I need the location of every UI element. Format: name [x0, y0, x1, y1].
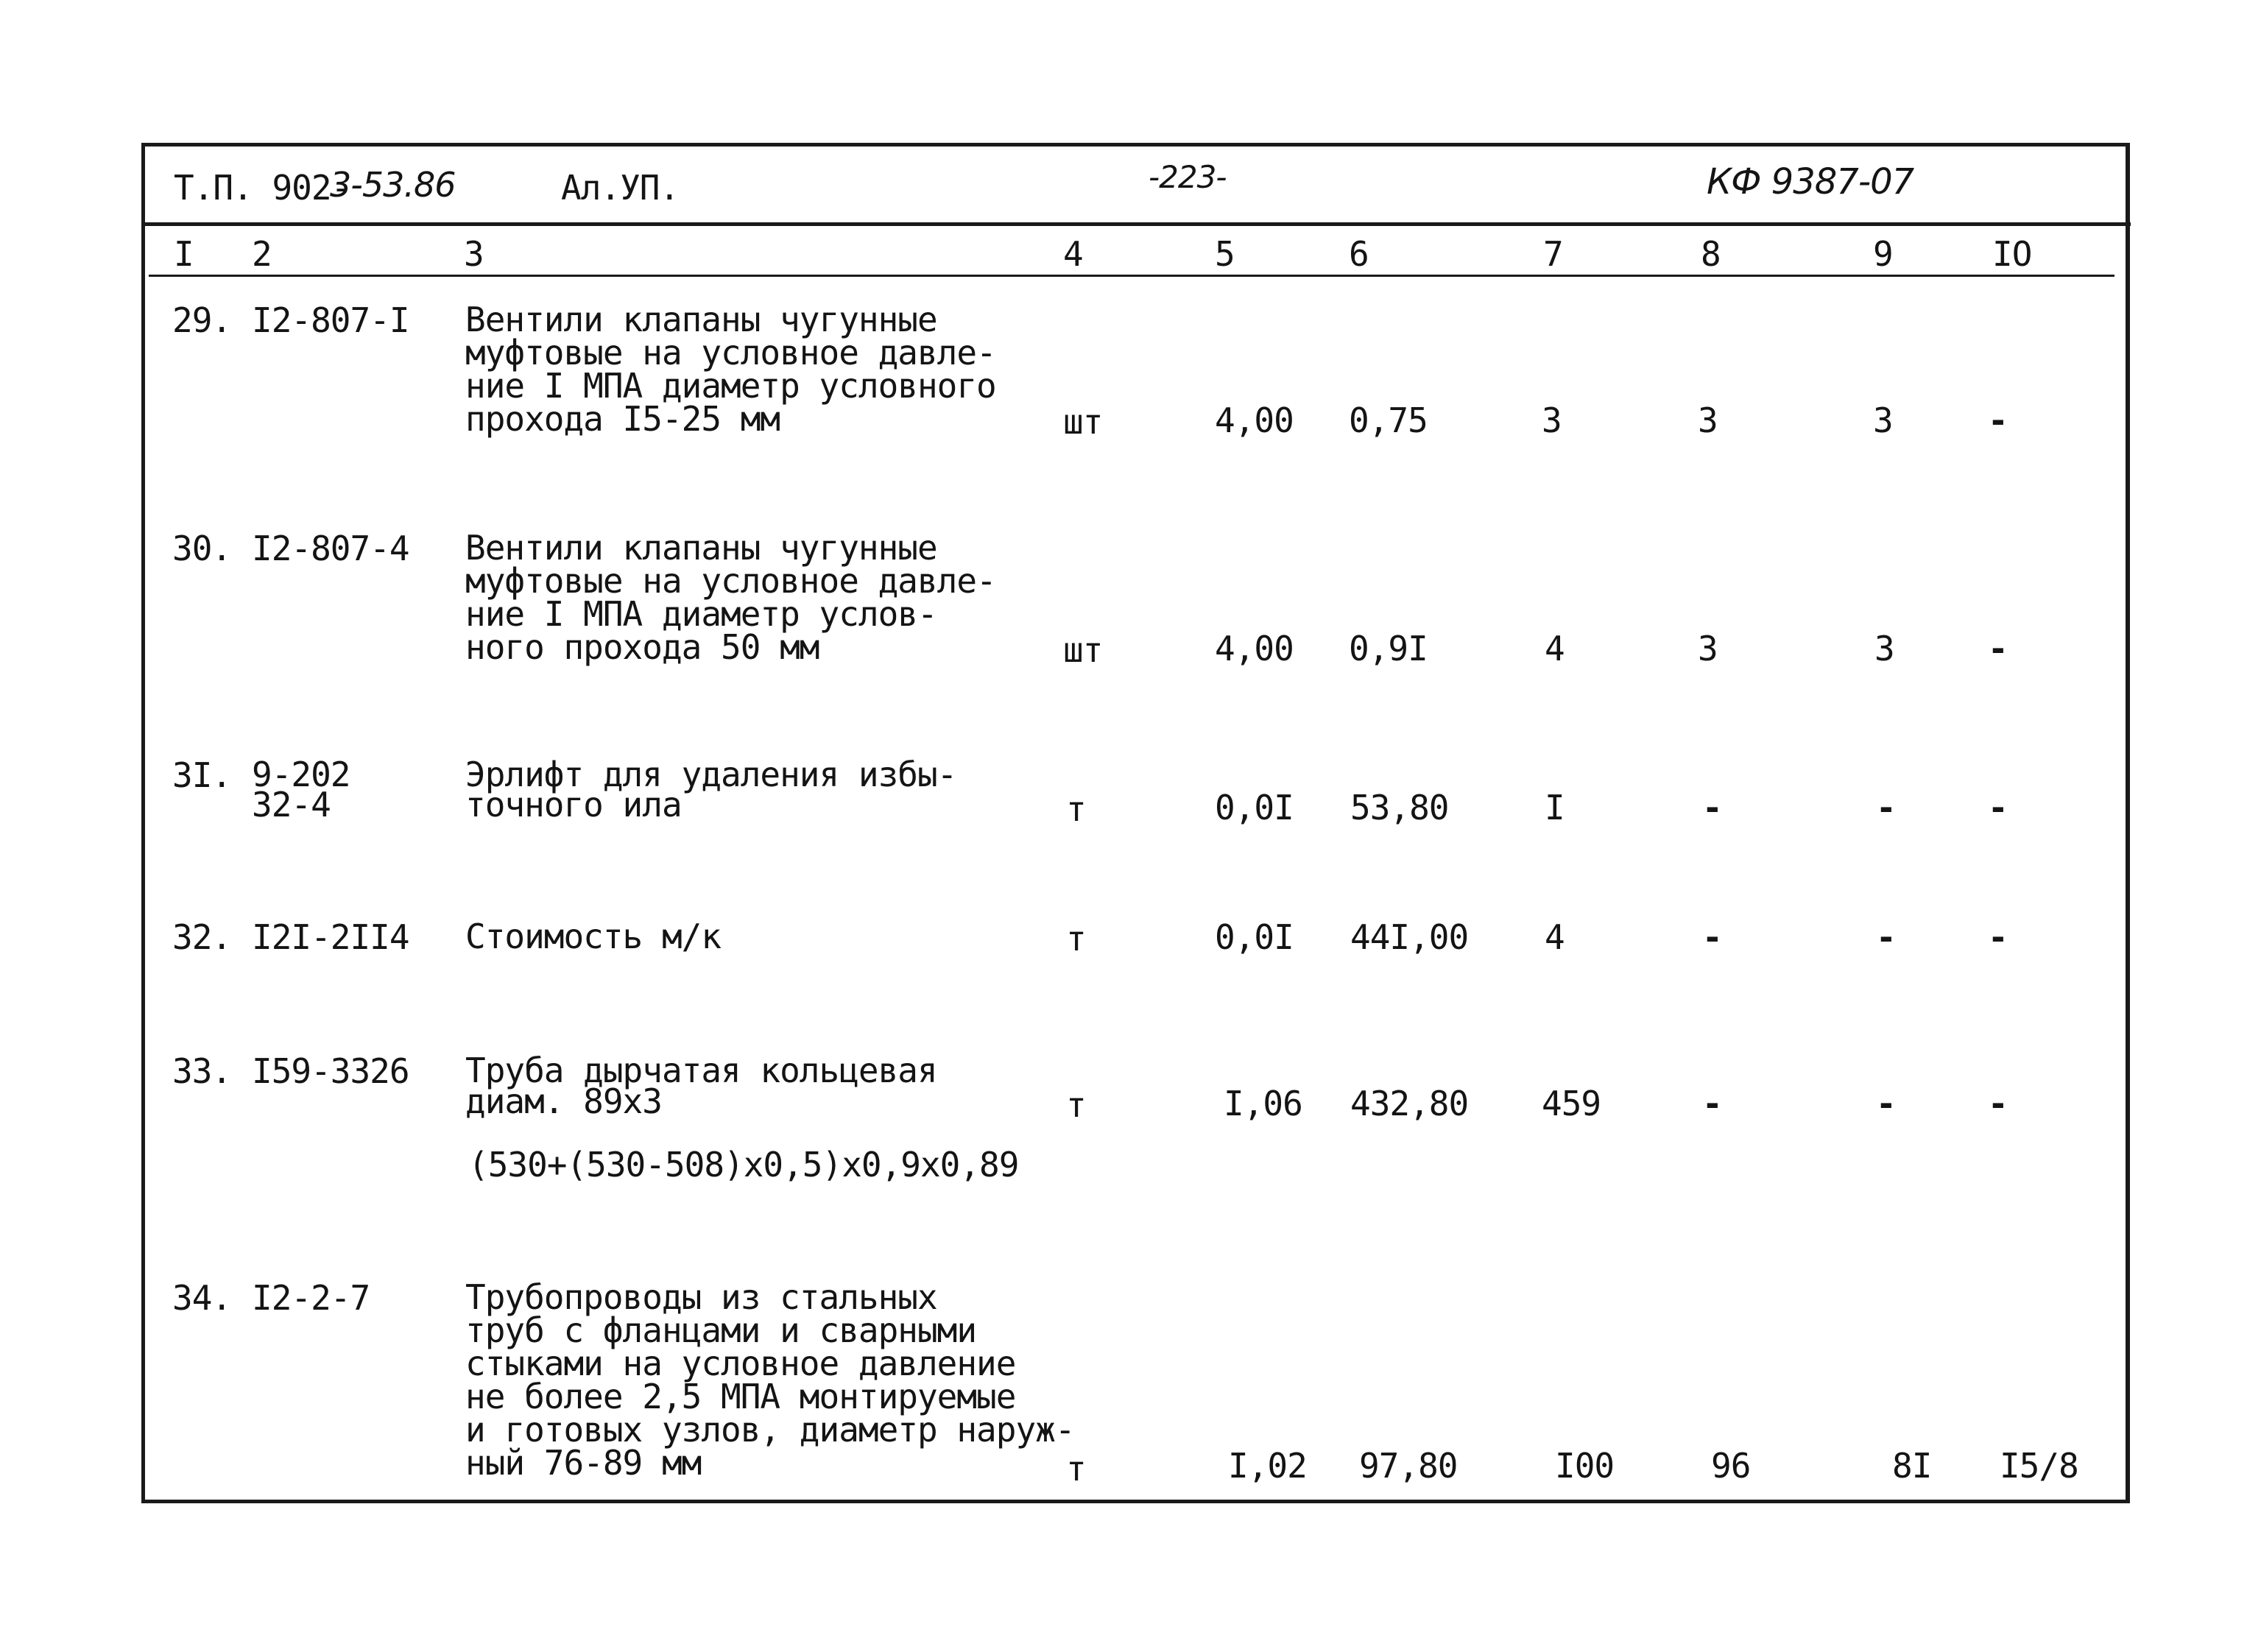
row-col6: 432,80 [1350, 1084, 1469, 1123]
row-col9: 3 [1874, 629, 1894, 668]
row-description-line: муфтовые на условное давле- [465, 333, 996, 373]
row-col9: - [1876, 788, 1896, 827]
row-unit: т [1066, 1449, 1086, 1489]
row-code: I2-807-I [252, 300, 409, 340]
row-number: 3I. [172, 755, 232, 795]
row-col5: 4,00 [1215, 629, 1294, 668]
header-divider [141, 222, 2131, 226]
column-number: 2 [252, 234, 272, 274]
column-numbers-underline [149, 275, 2114, 277]
row-col9: 8I [1892, 1446, 1932, 1486]
row-description-line: ного прохода 50 мм [465, 627, 819, 667]
row-description-line: точного ила [465, 785, 682, 825]
column-number: 5 [1215, 234, 1235, 274]
row-col7: 459 [1542, 1084, 1601, 1123]
row-description-line: прохода I5-25 мм [465, 399, 780, 439]
row-code: I2I-2II4 [252, 917, 409, 957]
row-col8: 96 [1711, 1446, 1751, 1486]
row-number: 32. [172, 917, 232, 957]
row-col5: 0,0I [1215, 917, 1294, 957]
row-formula: (530+(530-508)х0,5)х0,9х0,89 [468, 1145, 1019, 1185]
row-col6: 44I,00 [1350, 917, 1469, 957]
row-number: 33. [172, 1051, 232, 1091]
doc-number-prefix: Т.П. 902- [174, 168, 351, 208]
column-number: 6 [1349, 234, 1369, 274]
row-col8: - [1702, 917, 1722, 957]
row-description-line: стыками на условное давление [465, 1344, 1016, 1383]
row-col7: I00 [1555, 1446, 1615, 1486]
row-code: 9-202 [252, 755, 350, 794]
row-col9: - [1876, 917, 1896, 957]
row-col7: 4 [1545, 629, 1565, 668]
column-number: 4 [1063, 234, 1083, 274]
column-number: 9 [1873, 234, 1893, 274]
row-col7: 4 [1545, 917, 1565, 957]
document-code: КФ 9387-07 [1707, 161, 1914, 202]
column-number: I [174, 234, 194, 274]
doc-number-handwritten: 3-53.86 [330, 165, 456, 205]
column-number: 8 [1701, 234, 1721, 274]
row-col5: 0,0I [1215, 788, 1294, 827]
row-col6: 0,75 [1349, 400, 1428, 440]
row-description-line: ный 76-89 мм [465, 1443, 702, 1483]
row-description-line: Стоимость м/к [465, 917, 722, 956]
row-col10: I5/8 [2000, 1446, 2078, 1486]
album-label: Ал.УП. [561, 168, 680, 208]
row-description-line: ние I МПА диаметр условного [465, 366, 996, 406]
row-number: 34. [172, 1278, 232, 1318]
row-unit: шт [1063, 630, 1103, 670]
row-col9: - [1876, 1084, 1896, 1123]
row-col9: 3 [1873, 400, 1893, 440]
row-col8: - [1702, 788, 1722, 827]
row-col7: I [1545, 788, 1565, 827]
row-col10: - [1988, 400, 2008, 440]
row-description-line: не более 2,5 МПА монтируемые [465, 1377, 1016, 1416]
row-description-line: Вентили клапаны чугунные [465, 528, 937, 568]
row-code: I2-2-7 [252, 1278, 370, 1318]
row-unit: т [1066, 789, 1086, 829]
row-description-line: ние I МПА диаметр услов- [465, 594, 937, 634]
row-unit: т [1066, 919, 1086, 959]
column-number: IO [1992, 234, 2032, 274]
row-number: 30. [172, 529, 232, 568]
row-description-line: Трубопроводы из стальных [465, 1277, 937, 1317]
row-col10: - [1988, 788, 2008, 827]
row-col8: - [1702, 1084, 1722, 1123]
row-code: I59-3326 [252, 1051, 409, 1091]
column-number: 3 [464, 234, 484, 274]
row-col8: 3 [1698, 400, 1718, 440]
row-col10: - [1988, 1084, 2008, 1123]
row-description-line: и готовых узлов, диаметр наруж- [465, 1410, 1075, 1450]
row-col7: 3 [1542, 400, 1562, 440]
row-col5: 4,00 [1215, 400, 1294, 440]
table-frame [141, 143, 2130, 1503]
row-description-line: труб с фланцами и сварными [465, 1310, 977, 1350]
row-number: 29. [172, 300, 232, 340]
page-number: -223- [1149, 159, 1227, 195]
row-description-line: диам. 89х3 [465, 1081, 662, 1121]
row-description-line: Труба дырчатая кольцевая [465, 1051, 937, 1090]
row-code: I2-807-4 [252, 529, 409, 568]
column-number: 7 [1543, 234, 1563, 274]
row-col5: I,02 [1228, 1446, 1307, 1486]
row-unit: шт [1063, 402, 1103, 442]
row-col10: - [1988, 629, 2008, 668]
row-col8: 3 [1698, 629, 1718, 668]
row-col6: 0,9I [1349, 629, 1428, 668]
row-unit: т [1066, 1085, 1086, 1125]
row-col10: - [1988, 917, 2008, 957]
row-description-line: Эрлифт для удаления избы- [465, 755, 957, 794]
row-col5: I,06 [1224, 1084, 1302, 1123]
row-code: 32-4 [252, 785, 331, 825]
row-description-line: муфтовые на условное давле- [465, 561, 996, 601]
row-col6: 53,80 [1350, 788, 1449, 827]
row-col6: 97,80 [1359, 1446, 1458, 1486]
row-description-line: Вентили клапаны чугунные [465, 300, 937, 339]
